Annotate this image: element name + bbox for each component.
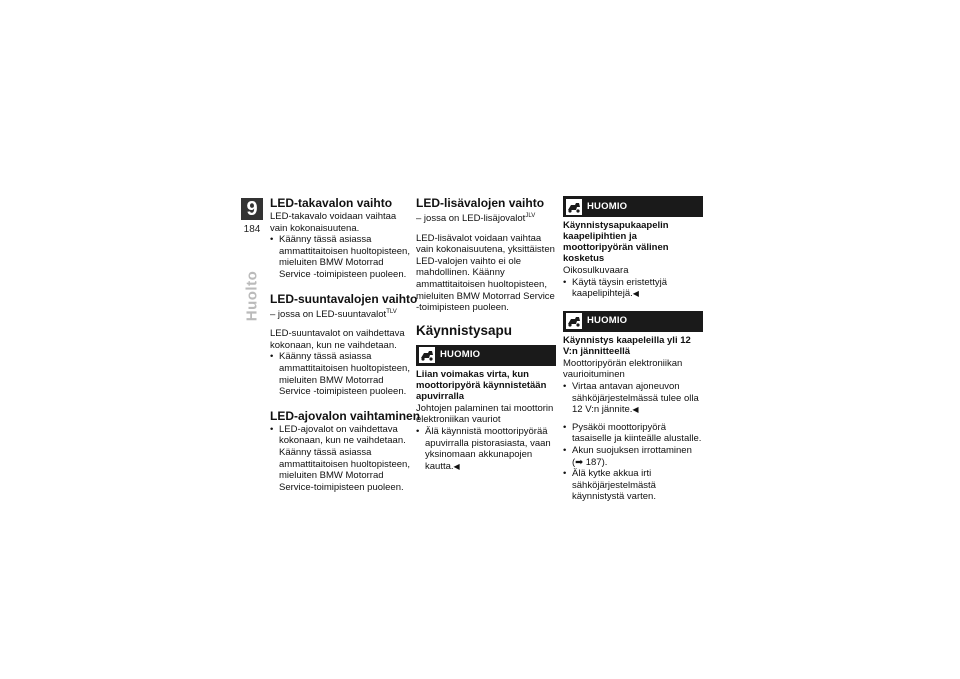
led-indicator-heading: LED-suuntavalojen vaihto xyxy=(270,291,418,306)
motorcycle-warning-icon xyxy=(566,199,582,215)
warning-title: Käynnistys kaapeleilla yli 12 V:n jännitteellä xyxy=(563,334,691,357)
warning-list xyxy=(563,381,703,416)
chapter-tab: 9 xyxy=(241,198,263,220)
column-3 xyxy=(563,196,703,505)
end-mark: ◀ xyxy=(453,461,460,471)
led-indicator-text: LED-suuntavalot on vaihdettava kokonaan, kun ne vaihdetaan. xyxy=(270,328,405,351)
led-tail-light-heading: LED-takavalon vaihto xyxy=(270,196,393,210)
list-item: • Akun suojuksen irrottaminen (➡ 187). xyxy=(563,445,703,468)
motorcycle-warning-icon xyxy=(419,347,435,363)
warning-list xyxy=(563,277,703,300)
list-item: • Käänny tässä asiassa ammattitaitoisen huoltopisteen, mieluiten BMW Motorrad Service -toimipisteen puoleen. xyxy=(270,351,410,397)
column-1 xyxy=(270,196,421,495)
led-tail-light-text: LED-takavalo voidaan vaihtaa vain kokonaisuutena. xyxy=(270,211,397,234)
list-item: • Käytä täysin eristettyjä kaapelipihtejä.◀ xyxy=(563,277,703,300)
list-item: • Käänny tässä asiassa ammattitaitoisen huoltopisteen, mieluiten BMW Motorrad Service -toimipisteen puoleen. xyxy=(270,234,410,280)
list-item: • Pysäköi moottoripyörä tasaiselle ja kiinteälle alustalle. xyxy=(563,422,703,445)
jump-start-steps xyxy=(563,422,703,503)
led-indicator-option: – jossa on LED-suuntavalot$^{TLV}$ xyxy=(270,308,397,320)
motorcycle-warning-icon xyxy=(566,313,582,329)
led-indicator-list xyxy=(270,351,410,397)
led-tail-light-list xyxy=(270,234,410,280)
warning-title: Käynnistysapukaapelin kaapelipihtien ja moottoripyörän välinen kosketus xyxy=(563,220,669,264)
notice-banner xyxy=(563,196,703,217)
led-aux-light-text: LED-lisävalot voidaan vaihtaa vain kokonaisuutena, yksittäisten LED-valojen vaihto ei ole mahdollinen. Käänny ammattitaitoisen huoltopisteen, mieluiten BMW Motorrad Service -toimipisteen puoleen. xyxy=(416,232,555,314)
notice-banner xyxy=(563,311,703,332)
column-2 xyxy=(416,196,556,474)
led-aux-light-option: – jossa on LED-lisäjovalot$^{JLV}$ xyxy=(416,213,536,224)
notice-label: HUOMIO xyxy=(587,315,628,327)
page-number: 184 xyxy=(243,224,261,235)
page-reference: (➡ 187). xyxy=(572,456,608,468)
list-item: • Virtaa antavan ajoneuvon sähköjärjestelmässä tulee olla 12 V:n jännite.◀ xyxy=(563,381,703,416)
jump-start-heading: Käynnistysapu xyxy=(416,322,513,338)
led-headlight-heading: LED-ajovalon vaihtaminen xyxy=(270,408,421,423)
end-mark: ◀ xyxy=(632,289,639,299)
warning-text: Oikosulkuvaara xyxy=(563,265,629,276)
notice-label: HUOMIO xyxy=(587,200,628,212)
section-side-label: Huolto xyxy=(243,270,261,322)
warning-list xyxy=(416,426,556,472)
list-item: • Älä käynnistä moottoripyörää apuvirralla pistorasiasta, vaan yksinomaan akkunapojen kautta.◀ xyxy=(416,426,556,472)
warning-text: Moottoripyörän elektroniikan vaurioituminen xyxy=(563,357,683,381)
led-headlight-list xyxy=(270,424,410,494)
list-item: • LED-ajovalot on vaihdettava kokonaan, kun ne vaihdetaan. Käänny tässä asiassa ammattitaitoisen huoltopisteen, mieluiten BMW Motorrad Service-toimipisteen puoleen. xyxy=(270,424,410,494)
warning-title: Liian voimakas virta, kun moottoripyörä käynnistetään apuvirralla xyxy=(416,368,547,402)
list-item: • Älä kytke akkua irti sähköjärjestelmästä käynnistystä varten. xyxy=(563,468,703,503)
end-mark: ◀ xyxy=(632,405,639,415)
warning-text: Johtojen palaminen tai moottorin elektroniikan vauriot xyxy=(416,402,554,426)
notice-banner xyxy=(416,345,556,366)
notice-label: HUOMIO xyxy=(440,349,481,361)
led-aux-light-heading: LED-lisävalojen vaihto xyxy=(416,196,545,210)
